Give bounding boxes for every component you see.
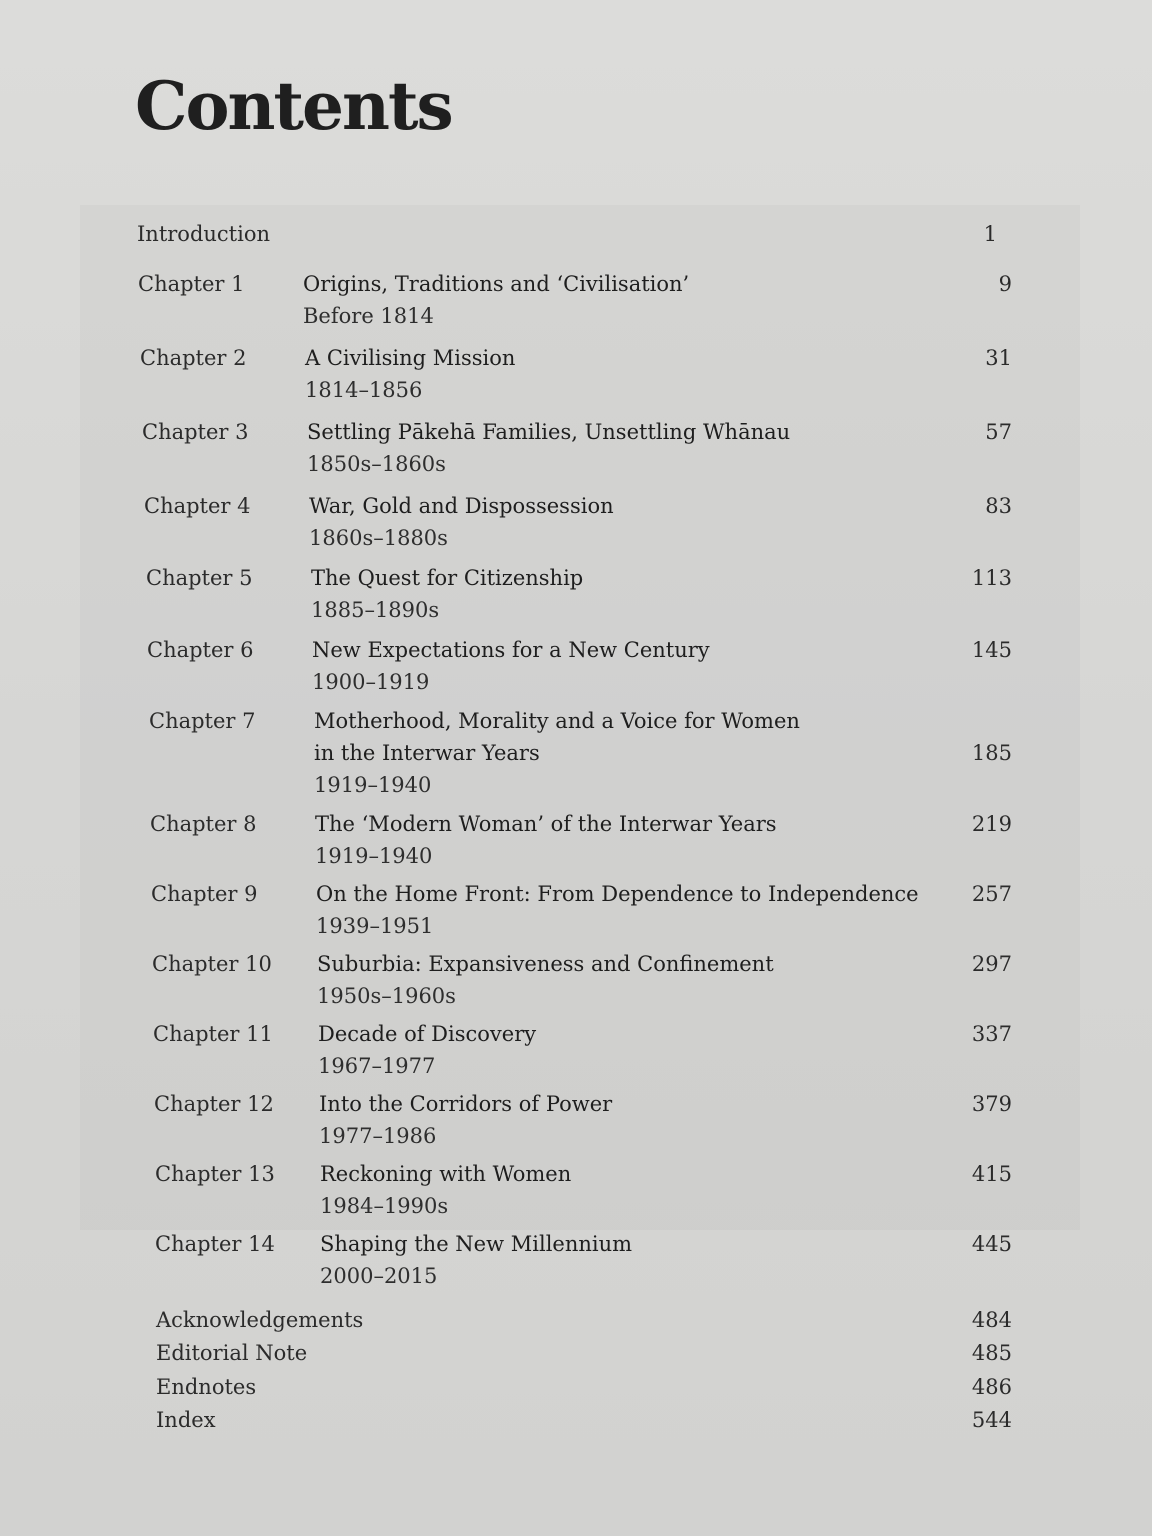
chapter-title: War, Gold and Dispossession	[309, 494, 614, 518]
chapter-label: Chapter 4	[144, 494, 251, 518]
chapter-years: 1850s–1860s	[307, 452, 446, 476]
chapter-title: Motherhood, Morality and a Voice for Women	[314, 709, 800, 733]
chapter-label: Chapter 9	[151, 882, 258, 906]
chapter-title: The Quest for Citizenship	[311, 566, 584, 590]
entry-label: Editorial Note	[156, 1341, 308, 1365]
page-number: 484	[971, 1308, 1012, 1332]
entry-label: Introduction	[137, 222, 270, 246]
entry-label: Index	[156, 1408, 216, 1432]
chapter-years: 1814–1856	[305, 378, 423, 402]
chapter-years: 1860s–1880s	[309, 526, 448, 550]
chapter-title-block	[315, 808, 777, 872]
chapter-label: Chapter 2	[140, 346, 247, 370]
chapter-years: 1984–1990s	[320, 1194, 449, 1218]
chapter-label: Chapter 5	[146, 566, 253, 590]
chapter-title: Reckoning with Women	[320, 1162, 572, 1186]
chapter-years: Before 1814	[303, 304, 434, 328]
page-number: 145	[971, 638, 1012, 662]
chapter-title: Shaping the New Millennium	[320, 1232, 633, 1256]
chapter-label: Chapter 7	[149, 709, 256, 733]
page-number: 445	[971, 1232, 1012, 1256]
chapter-title-block	[314, 705, 800, 801]
page-number: 219	[971, 812, 1012, 836]
chapter-years: 1919–1940	[315, 844, 433, 868]
chapter-title-block	[320, 1158, 571, 1222]
chapter-label: Chapter 12	[154, 1092, 274, 1116]
page-number: 297	[971, 952, 1012, 976]
chapter-title-block	[311, 562, 583, 626]
page-number: 31	[985, 346, 1012, 370]
chapter-title-block	[318, 1018, 536, 1082]
page-title: Contents	[135, 67, 452, 145]
chapter-title-block	[309, 490, 614, 554]
chapter-title: Into the Corridors of Power	[319, 1092, 613, 1116]
chapter-label: Chapter 6	[147, 638, 254, 662]
page-number: 337	[971, 1022, 1012, 1046]
page-number: 9	[998, 272, 1012, 296]
chapter-label: Chapter 1	[138, 272, 245, 296]
chapter-title-block	[307, 416, 790, 480]
chapter-label: Chapter 13	[155, 1162, 275, 1186]
chapter-title-block	[316, 878, 919, 942]
page-number: 485	[971, 1341, 1012, 1365]
page-number: 83	[985, 494, 1012, 518]
chapter-title: On the Home Front: From Dependence to Independence	[316, 882, 919, 906]
entry-label: Endnotes	[156, 1375, 257, 1399]
page-number: 379	[971, 1092, 1012, 1116]
chapter-label: Chapter 10	[152, 952, 272, 976]
chapter-title: The ‘Modern Woman’ of the Interwar Years	[315, 812, 777, 836]
chapter-title: New Expectations for a New Century	[312, 638, 710, 662]
chapter-title-block	[305, 342, 515, 406]
chapter-title-block	[320, 1228, 632, 1292]
chapter-years: 1967–1977	[318, 1054, 436, 1078]
chapter-label: Chapter 11	[153, 1022, 273, 1046]
chapter-label: Chapter 8	[150, 812, 257, 836]
chapter-title: Settling Pākehā Families, Unsettling Whānau	[307, 420, 791, 444]
chapter-title-block	[319, 1088, 612, 1152]
chapter-title: A Civilising Mission	[305, 346, 516, 370]
page-number: 1	[983, 222, 997, 246]
page-number: 415	[971, 1162, 1012, 1186]
chapter-title-continued: in the Interwar Years	[314, 741, 540, 765]
page-number: 257	[971, 882, 1012, 906]
chapter-years: 1919–1940	[314, 773, 432, 797]
chapter-label: Chapter 3	[142, 420, 249, 444]
page-number: 185	[971, 741, 1012, 765]
chapter-title-block	[303, 268, 689, 332]
chapter-years: 1939–1951	[316, 914, 434, 938]
page-number: 486	[971, 1375, 1012, 1399]
chapter-title: Origins, Traditions and ‘Civilisation’	[303, 272, 690, 296]
page-number: 544	[971, 1408, 1012, 1432]
chapter-title-block	[312, 634, 710, 698]
chapter-years: 1885–1890s	[311, 598, 440, 622]
chapter-years: 2000–2015	[320, 1264, 438, 1288]
chapter-title: Decade of Discovery	[318, 1022, 537, 1046]
page-number: 57	[985, 420, 1012, 444]
chapter-years: 1900–1919	[312, 670, 430, 694]
entry-label: Acknowledgements	[156, 1308, 364, 1332]
chapter-years: 1950s–1960s	[317, 984, 456, 1008]
chapter-title-block	[317, 948, 774, 1012]
page-number: 113	[971, 566, 1012, 590]
chapter-title: Suburbia: Expansiveness and Confinement	[317, 952, 774, 976]
chapter-years: 1977–1986	[319, 1124, 437, 1148]
chapter-label: Chapter 14	[155, 1232, 275, 1256]
